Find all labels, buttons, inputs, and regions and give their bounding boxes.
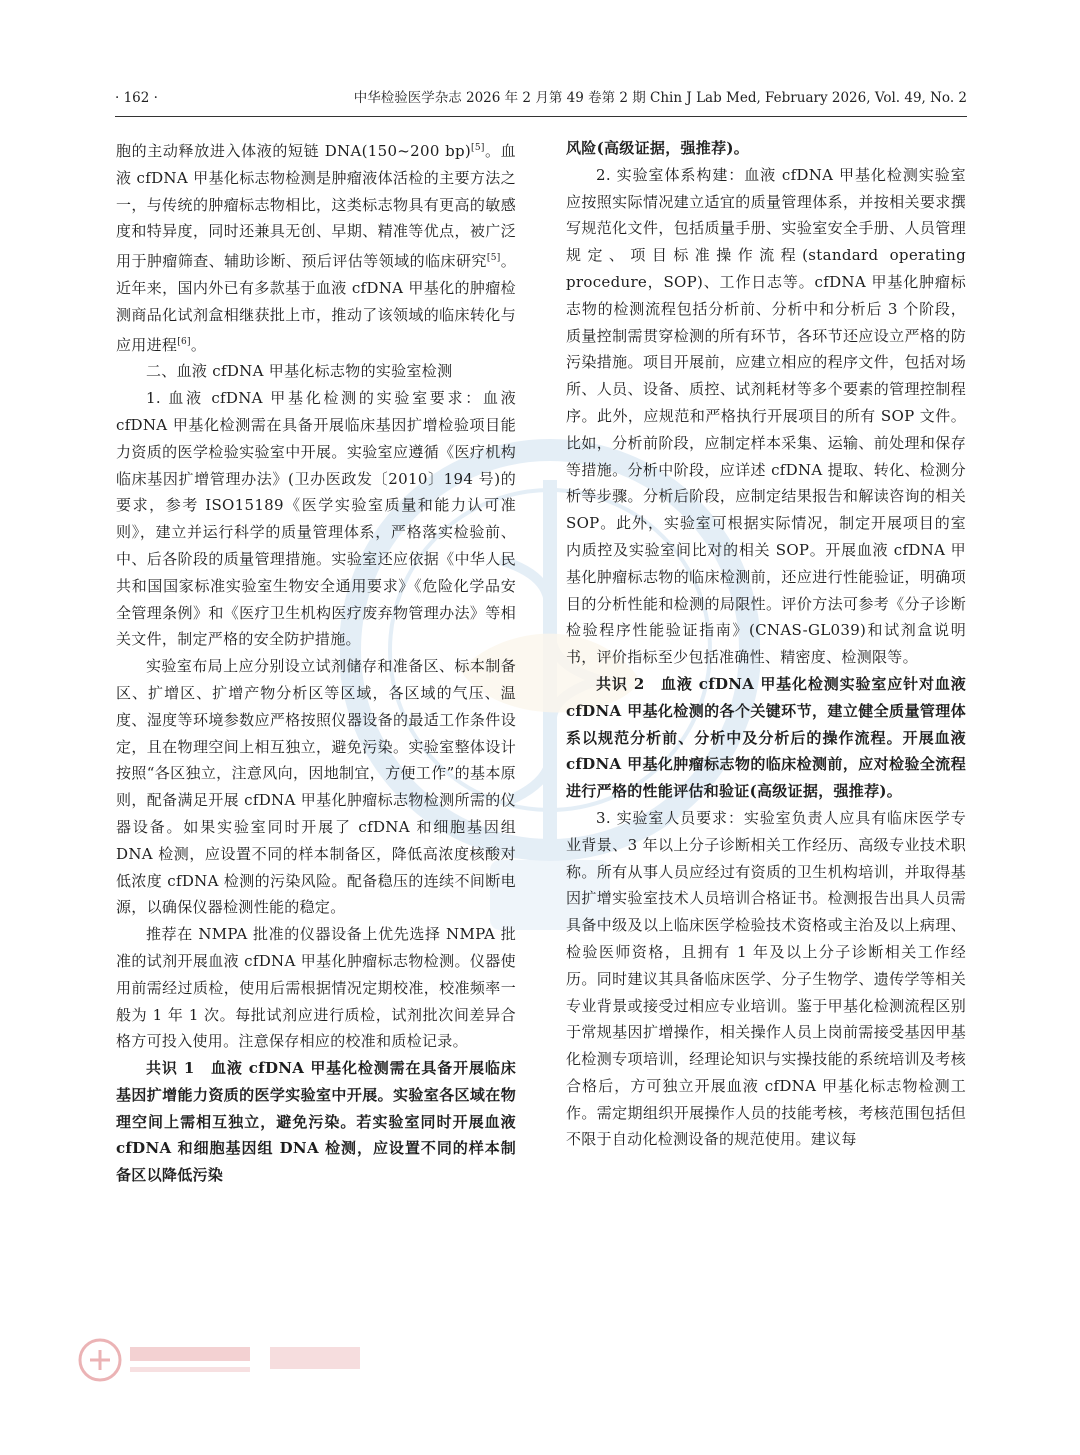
left-column (116, 135, 516, 1189)
page-header (115, 86, 967, 110)
consensus-2: 共识 2 血液 cfDNA 甲基化检测实验室应针对血液 cfDNA 甲基化检测的各个关键环节，建立健全质量管理体系以规范分析前、分析中及分析后的操作流程。开展血液 cfDNA 甲基化肿瘤标志物的临床检测前，应对检验全流程进行严格的性能评估和验证(高级证据，强推荐)。 (566, 674, 966, 801)
citation-ref: [6] (177, 336, 191, 347)
consensus-1-continued: 风险(高级证据，强推荐)。 (566, 139, 750, 157)
page-number: · 162 · (115, 90, 158, 106)
right-column (566, 135, 966, 1153)
journal-citation: 中华检验医学杂志 2026 年 2 月第 49 卷第 2 期 Chin J Lab Med, February 2026, Vol. 49, No. 2 (353, 90, 967, 106)
header-rule (115, 116, 967, 117)
paragraph: 实验室布局上应分别设立试剂储存和准备区、标本制备区、扩增区、扩增产物分析区等区域，各区域的气压、温度、湿度等环境参数应严格按照仪器设备的最适工作条件设定，且在物理空间上相互独立，避免污染。实验室整体设计按照“各区独立，注意风向，因地制宜，方便工作”的基本原则，配备满足开展 cfDNA 甲基化肿瘤标志物检测所需的仪器设备。如果实验室同时开展了 cfDNA 和细胞基因组 DNA 检测，应设置不同的样本制备区，降低高浓度核酸对低浓度 cfDNA 检测的污染风险。配备稳压的连续不间断电源，以确保仪器检测性能的稳定。 (116, 657, 516, 917)
paragraph: 3. 实验室人员要求：实验室负责人应具有临床医学专业背景、3 年以上分子诊断相关工作经历、高级专业技术职称。所有从事人员应经过有资质的卫生机构培训，并取得基因扩增实验室技术人员培训合格证书。检测报告出具人员需具备中级及以上临床医学检验技术资格或主治及以上病理、检验医师资格，且拥有 1 年及以上分子诊断相关工作经历。同时建议其具备临床医学、分子生物学、遗传学等相关专业背景或接受过相应专业培训。鉴于甲基化检测流程区别于常规基因扩增操作，相关操作人员上岗前需接受基因甲基化检测专项培训，经理论知识与实操技能的系统培训及考核合格后，方可独立开展血液 cfDNA 甲基化标志物检测工作。需定期组织开展操作人员的技能考核，考核范围包括但不限于自动化检测设备的规范使用。建议每 (566, 808, 966, 1149)
citation-ref: [5] (486, 253, 501, 264)
section-heading: 二、血液 cfDNA 甲基化标志物的实验室检测 (146, 362, 453, 381)
paragraph: 胞的主动释放进入体液的短链 DNA(150~200 bp)[5]。血液 cfDNA 甲基化标志物检测是肿瘤液体活检的主要方法之一，与传统的肿瘤标志物相比，这类标志物具有更高的敏感度和特异度，同时还兼具无创、早期、精准等优点，被广泛用于肿瘤筛查、辅助诊断、预后评估等领域的临床研究[5]。近年来，国内外已有多款基于血液 cfDNA 甲基化的肿瘤检测商品化试剂盒相继获批上市，推动了该领域的临床转化与应用进程[6]。 (116, 142, 517, 354)
paragraph: 1. 血液 cfDNA 甲基化检测的实验室要求：血液 cfDNA 甲基化检测需在具备开展临床基因扩增检验项目能力资质的医学检验实验室中开展。实验室应遵循《医疗机构临床基因扩增管理办法》(卫办医政发〔2010〕194 号)的要求，参考 ISO15189《医学实验室质量和能力认可准则》，建立并运行科学的质量管理体系，严格落实检验前、中、后各阶段的质量管理措施。实验室还应依据《中华人民共和国国家标准实验室生物安全通用要求》《危险化学品安全管理条例》和《医疗卫生机构医疗废弃物管理办法》等相关文件，制定严格的安全防护措施。 (116, 389, 516, 649)
paragraph: 2. 实验室体系构建：血液 cfDNA 甲基化检测实验室应按照实际情况建立适宜的质量管理体系，并按相关要求撰写规范化文件，包括质量手册、实验室安全手册、人员管理规定、项目标准操作流程(standard operating procedure，SOP)、工作日志等。cfDNA 甲基化肿瘤标志物的检测流程包括分析前、分析中和分析后 3 个阶段，质量控制需贯穿检测的所有环节，各环节还应设立严格的防污染措施。项目开展前，应建立相应的程序文件，包括对场所、人员、设备、质控、试剂耗材等多个要素的管理控制程序。此外，应规范和严格执行开展项目的所有 SOP 文件。比如，分析前阶段，应制定样本采集、运输、前处理和保存等措施。分析中阶段，应详述 cfDNA 提取、转化、检测分析等步骤。分析后阶段，应制定结果报告和解读咨询的相关 SOP。此外，实验室可根据实际情况，制定开展项目的室内质控及实验室间比对的相关 SOP。开展血液 cfDNA 甲基化肿瘤标志物的临床检测前，还应进行性能验证，明确项目的分析性能和检测的局限性。评价方法可参考《分子诊断检验程序性能验证指南》(CNAS-GL039)和试剂盒说明书，评价指标至少包括准确性、精密度、检测限等。 (566, 165, 966, 667)
citation-ref: [5] (471, 143, 485, 153)
consensus-1: 共识 1 血液 cfDNA 甲基化检测需在具备开展临床基因扩增能力资质的医学实验室中开展。实验室各区域在物理空间上需相互独立，避免污染。若实验室同时开展血液 cfDNA 和细胞基因组 DNA 检测，应设置不同的样本制备区以降低污染 (116, 1059, 516, 1185)
publisher-logo (70, 1335, 370, 1385)
paragraph: 推荐在 NMPA 批准的仪器设备上优先选择 NMPA 批准的试剂开展血液 cfDNA 甲基化肿瘤标志物检测。仪器使用前需经过质检，使用后需根据情况定期校准，校准频率一般为 1 年 1 次。每批试剂应进行质检，试剂批次间差异合格方可投入使用。注意保存相应的校准和质检记录。 (116, 925, 516, 1051)
